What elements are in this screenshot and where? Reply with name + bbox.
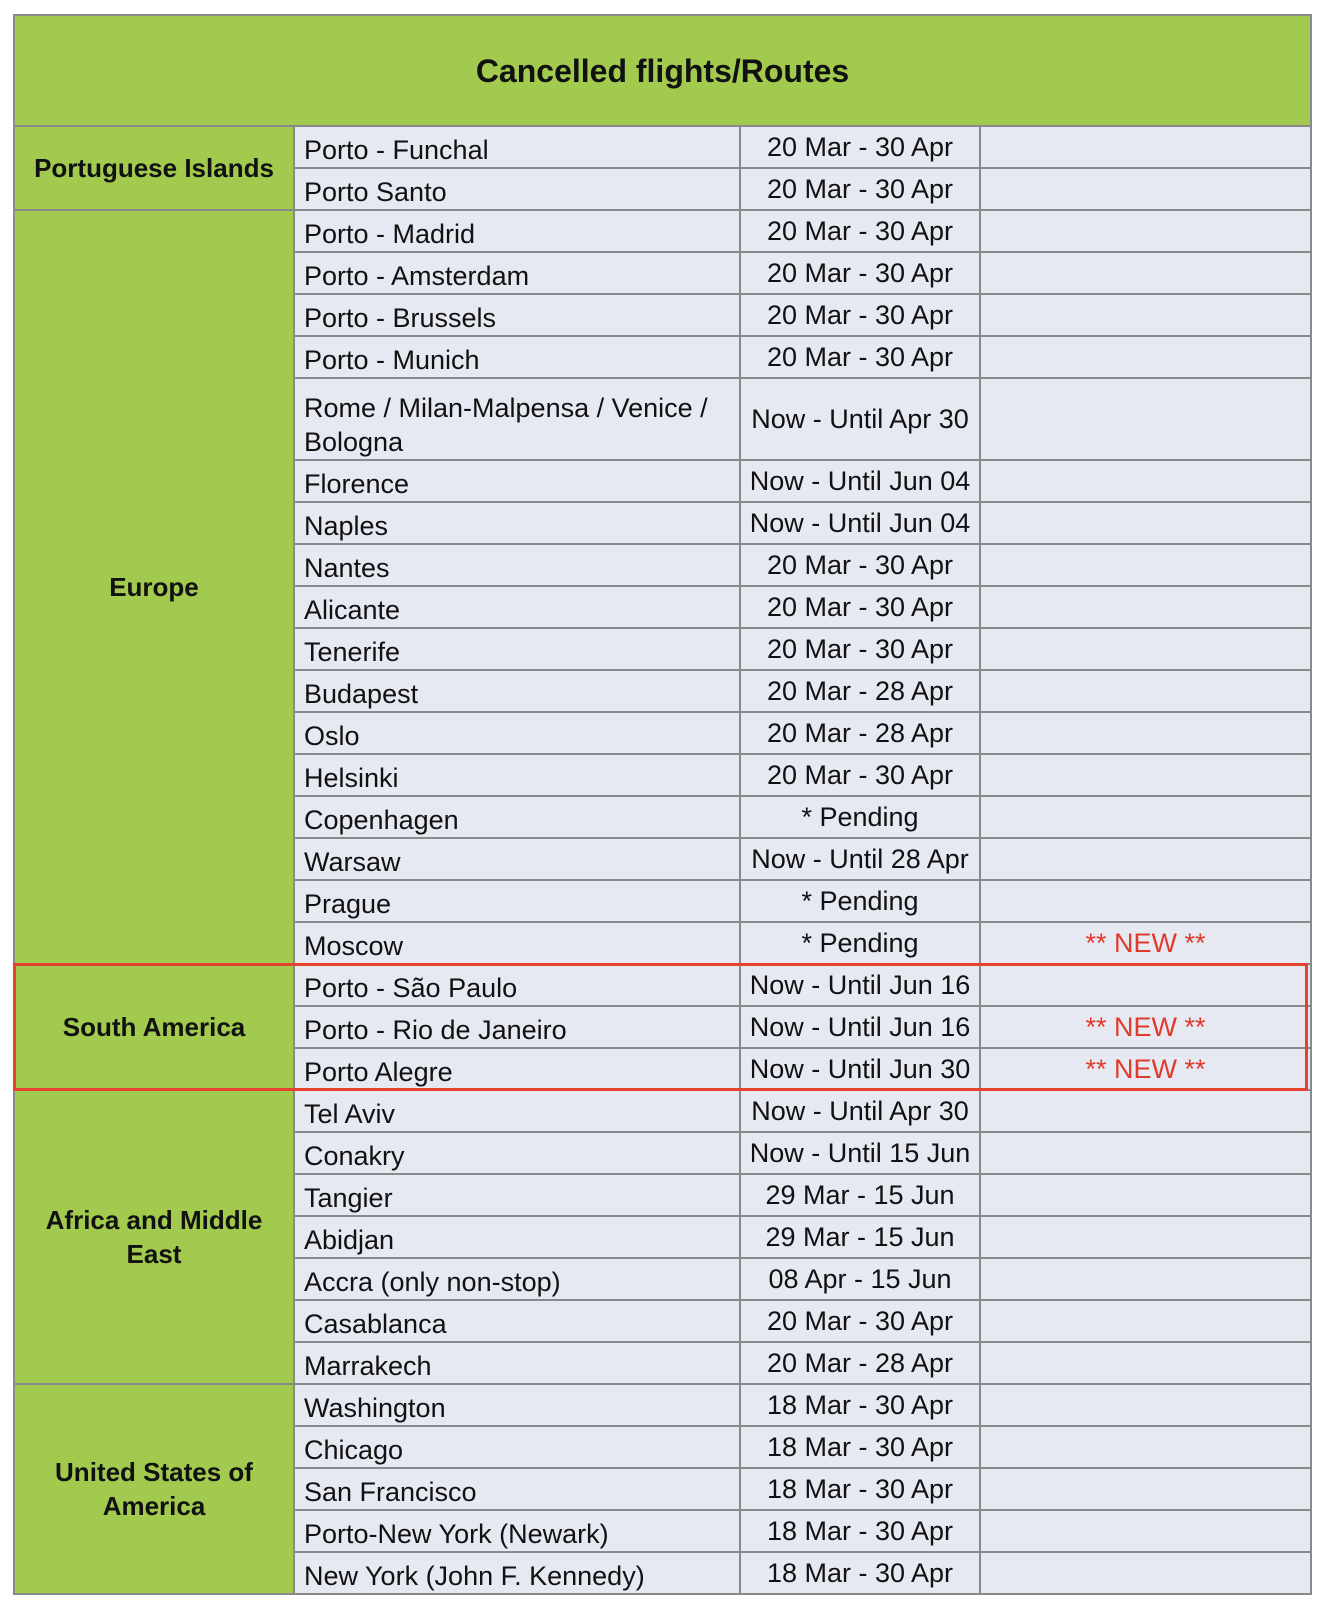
route-cell: Naples <box>294 502 740 544</box>
date-range-cell: Now - Until 15 Jun <box>740 1132 980 1174</box>
note-cell <box>980 880 1311 922</box>
note-cell <box>980 838 1311 880</box>
route-cell: Porto - São Paulo <box>294 964 740 1006</box>
region-label: Africa and Middle East <box>14 1090 294 1384</box>
date-range-cell: 20 Mar - 30 Apr <box>740 126 980 168</box>
note-cell <box>980 586 1311 628</box>
date-range-cell: 20 Mar - 30 Apr <box>740 252 980 294</box>
note-cell <box>980 1552 1311 1594</box>
route-cell: Porto-New York (Newark) <box>294 1510 740 1552</box>
date-range-cell: 20 Mar - 30 Apr <box>740 544 980 586</box>
route-cell: Porto - Brussels <box>294 294 740 336</box>
date-range-cell: Now - Until Jun 04 <box>740 460 980 502</box>
date-range-cell: 18 Mar - 30 Apr <box>740 1510 980 1552</box>
route-cell: Prague <box>294 880 740 922</box>
route-cell: Abidjan <box>294 1216 740 1258</box>
route-cell: Rome / Milan-Malpensa / Venice / Bologna <box>294 378 740 460</box>
date-range-cell: 20 Mar - 30 Apr <box>740 210 980 252</box>
route-cell: Oslo <box>294 712 740 754</box>
note-cell <box>980 964 1311 1006</box>
date-range-cell: Now - Until Apr 30 <box>740 1090 980 1132</box>
note-cell <box>980 1384 1311 1426</box>
date-range-cell: 20 Mar - 30 Apr <box>740 336 980 378</box>
route-cell: Moscow <box>294 922 740 964</box>
route-cell: Conakry <box>294 1132 740 1174</box>
region-label: Europe <box>14 210 294 964</box>
table-row <box>14 1384 1311 1426</box>
date-range-cell: * Pending <box>740 922 980 964</box>
route-cell: Helsinki <box>294 754 740 796</box>
date-range-cell: 29 Mar - 15 Jun <box>740 1216 980 1258</box>
date-range-cell: 18 Mar - 30 Apr <box>740 1426 980 1468</box>
route-cell: Casablanca <box>294 1300 740 1342</box>
date-range-cell: 20 Mar - 30 Apr <box>740 586 980 628</box>
route-cell: Budapest <box>294 670 740 712</box>
note-cell <box>980 796 1311 838</box>
note-cell <box>980 712 1311 754</box>
date-range-cell: 20 Mar - 30 Apr <box>740 754 980 796</box>
region-label: South America <box>14 964 294 1090</box>
table-row <box>14 964 1311 1006</box>
region-label: United States of America <box>14 1384 294 1594</box>
date-range-cell: 20 Mar - 28 Apr <box>740 1342 980 1384</box>
route-cell: New York (John F. Kennedy) <box>294 1552 740 1594</box>
note-cell <box>980 502 1311 544</box>
note-cell <box>980 294 1311 336</box>
note-cell <box>980 1132 1311 1174</box>
route-cell: Nantes <box>294 544 740 586</box>
table-row <box>14 126 1311 168</box>
note-cell <box>980 1426 1311 1468</box>
note-cell <box>980 754 1311 796</box>
note-cell <box>980 126 1311 168</box>
date-range-cell: 08 Apr - 15 Jun <box>740 1258 980 1300</box>
date-range-cell: Now - Until Jun 04 <box>740 502 980 544</box>
note-cell <box>980 210 1311 252</box>
note-cell <box>980 544 1311 586</box>
note-cell <box>980 336 1311 378</box>
date-range-cell: 29 Mar - 15 Jun <box>740 1174 980 1216</box>
route-cell: Tenerife <box>294 628 740 670</box>
table-row <box>14 210 1311 252</box>
date-range-cell: * Pending <box>740 880 980 922</box>
route-cell: Porto Santo <box>294 168 740 210</box>
title-row <box>14 15 1311 126</box>
note-cell <box>980 460 1311 502</box>
date-range-cell: 20 Mar - 30 Apr <box>740 1300 980 1342</box>
date-range-cell: Now - Until Jun 30 <box>740 1048 980 1090</box>
note-cell: ** NEW ** <box>980 1006 1311 1048</box>
route-cell: Porto - Amsterdam <box>294 252 740 294</box>
date-range-cell: 18 Mar - 30 Apr <box>740 1552 980 1594</box>
note-cell <box>980 1090 1311 1132</box>
note-cell: ** NEW ** <box>980 922 1311 964</box>
date-range-cell: 20 Mar - 30 Apr <box>740 168 980 210</box>
route-cell: San Francisco <box>294 1468 740 1510</box>
date-range-cell: 20 Mar - 30 Apr <box>740 628 980 670</box>
route-cell: Porto - Madrid <box>294 210 740 252</box>
note-cell <box>980 1216 1311 1258</box>
date-range-cell: 18 Mar - 30 Apr <box>740 1468 980 1510</box>
route-cell: Washington <box>294 1384 740 1426</box>
note-cell <box>980 1300 1311 1342</box>
note-cell <box>980 670 1311 712</box>
note-cell <box>980 1258 1311 1300</box>
route-cell: Porto Alegre <box>294 1048 740 1090</box>
date-range-cell: Now - Until Apr 30 <box>740 378 980 460</box>
route-cell: Warsaw <box>294 838 740 880</box>
note-cell <box>980 1174 1311 1216</box>
route-cell: Marrakech <box>294 1342 740 1384</box>
table-row <box>14 1090 1311 1132</box>
region-label: Portuguese Islands <box>14 126 294 210</box>
date-range-cell: 20 Mar - 28 Apr <box>740 712 980 754</box>
date-range-cell: * Pending <box>740 796 980 838</box>
route-cell: Porto - Funchal <box>294 126 740 168</box>
date-range-cell: 20 Mar - 28 Apr <box>740 670 980 712</box>
route-cell: Copenhagen <box>294 796 740 838</box>
route-cell: Alicante <box>294 586 740 628</box>
note-cell <box>980 1342 1311 1384</box>
route-cell: Accra (only non-stop) <box>294 1258 740 1300</box>
note-cell <box>980 252 1311 294</box>
note-cell <box>980 1468 1311 1510</box>
note-cell <box>980 168 1311 210</box>
note-cell: ** NEW ** <box>980 1048 1311 1090</box>
date-range-cell: Now - Until 28 Apr <box>740 838 980 880</box>
table-title: Cancelled flights/Routes <box>14 15 1311 126</box>
route-cell: Florence <box>294 460 740 502</box>
cancelled-flights-table-wrap <box>13 14 1310 1595</box>
cancelled-flights-table <box>13 14 1312 1595</box>
route-cell: Porto - Munich <box>294 336 740 378</box>
note-cell <box>980 378 1311 460</box>
date-range-cell: 18 Mar - 30 Apr <box>740 1384 980 1426</box>
note-cell <box>980 1510 1311 1552</box>
note-cell <box>980 628 1311 670</box>
date-range-cell: Now - Until Jun 16 <box>740 964 980 1006</box>
date-range-cell: Now - Until Jun 16 <box>740 1006 980 1048</box>
route-cell: Chicago <box>294 1426 740 1468</box>
date-range-cell: 20 Mar - 30 Apr <box>740 294 980 336</box>
route-cell: Tangier <box>294 1174 740 1216</box>
route-cell: Tel Aviv <box>294 1090 740 1132</box>
route-cell: Porto - Rio de Janeiro <box>294 1006 740 1048</box>
